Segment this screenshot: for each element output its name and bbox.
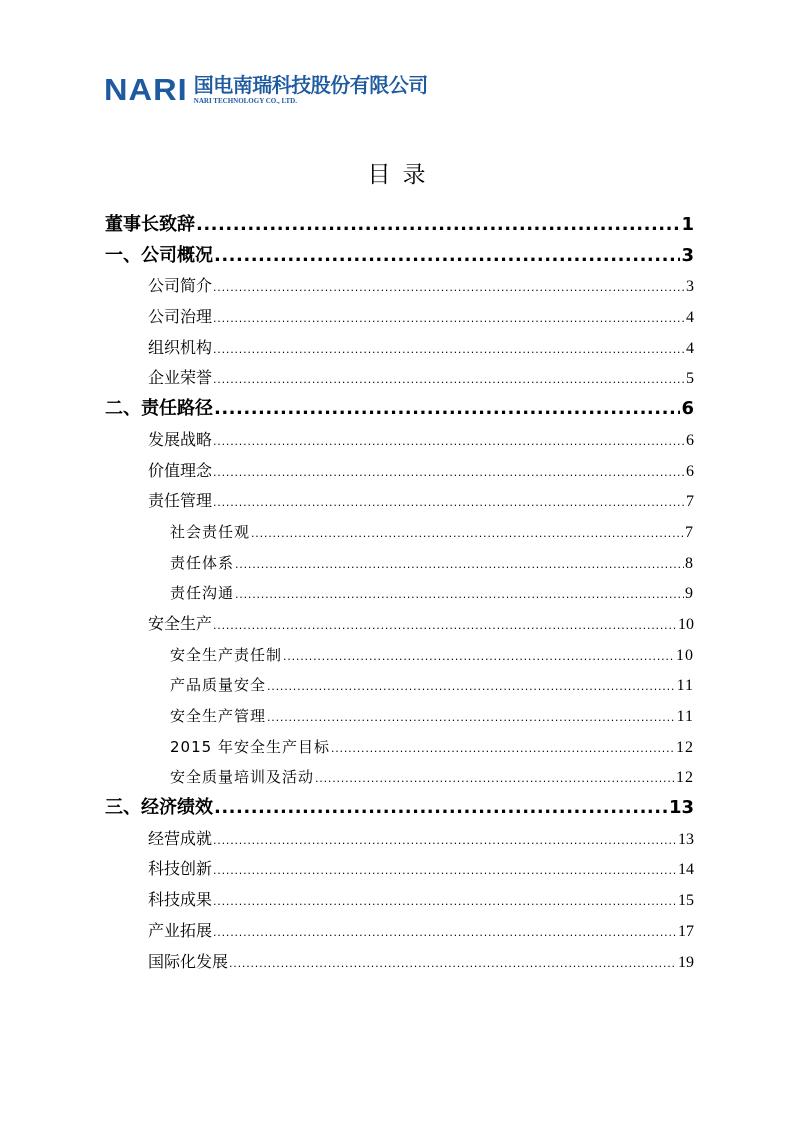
toc-entry-label: 安全质量培训及活动: [170, 768, 315, 787]
toc-entry-label: 公司简介: [148, 276, 213, 296]
toc-dot-leader: [213, 273, 685, 304]
toc-entry[interactable]: [105, 333, 694, 364]
toc-dot-leader: [331, 734, 675, 765]
logo-company-name-cn: 国电南瑞科技股份有限公司: [193, 73, 428, 97]
toc-entry-page: 3: [686, 278, 694, 296]
toc-entry[interactable]: [105, 210, 694, 241]
toc-entry-page: 19: [678, 953, 694, 971]
toc-entry-page: 14: [678, 861, 694, 879]
toc-entry-page: 11: [676, 677, 694, 695]
toc-entry-page: 10: [676, 646, 694, 664]
toc-entry[interactable]: [105, 517, 694, 548]
toc-dot-leader: [196, 210, 680, 241]
toc-entry-label: 国际化发展: [148, 951, 229, 971]
toc-dot-leader: [213, 365, 685, 396]
toc-entry-page: 4: [686, 339, 694, 357]
toc-entry-label: 安全生产责任制: [170, 645, 283, 664]
toc-dot-leader: [213, 611, 677, 642]
toc-entry[interactable]: [105, 916, 694, 947]
toc-entry-page: 15: [678, 892, 694, 910]
toc-entry-label: 企业荣誉: [148, 368, 213, 388]
toc-entry-label: 责任管理: [148, 491, 213, 511]
toc-entry[interactable]: [105, 578, 694, 609]
toc-dot-leader: [213, 887, 677, 918]
toc-entry-page: 12: [676, 738, 694, 756]
toc-dot-leader: [283, 642, 675, 673]
toc-dot-leader: [213, 488, 685, 519]
toc-entry-label: 产品质量安全: [170, 676, 267, 695]
toc-dot-leader: [235, 550, 684, 581]
toc-dot-leader: [214, 241, 680, 272]
toc-entry[interactable]: [105, 947, 694, 978]
toc-entry-page: 12: [676, 769, 694, 787]
toc-entry[interactable]: [105, 854, 694, 885]
toc-entry-label: 经营成就: [148, 828, 213, 848]
toc-entry[interactable]: [105, 241, 694, 272]
toc-dot-leader: [229, 949, 677, 980]
toc-entry-label: 2015 年安全生产目标: [170, 737, 330, 756]
toc-entry[interactable]: [105, 640, 694, 671]
logo-company-name-en: NARI TECHNOLOGY CO., LTD.: [193, 97, 297, 105]
toc-entry-page: 6: [686, 431, 694, 449]
toc-entry-label: 二、责任路径: [105, 398, 213, 420]
table-of-contents: [105, 210, 694, 977]
toc-dot-leader: [213, 856, 677, 887]
toc-dot-leader: [213, 826, 677, 857]
toc-entry-label: 安全生产管理: [170, 707, 267, 725]
toc-entry-page: 3: [681, 244, 694, 266]
toc-entry-page: 17: [678, 922, 694, 940]
toc-entry-page: 11: [676, 708, 694, 725]
toc-entry-page: 7: [686, 493, 694, 511]
toc-entry-label: 董事长致辞: [105, 214, 195, 235]
toc-dot-leader: [213, 427, 685, 458]
toc-entry-label: 社会责任观: [170, 522, 251, 541]
toc-dot-leader: [213, 304, 685, 335]
toc-entry[interactable]: [105, 486, 694, 517]
toc-dot-leader: [267, 672, 676, 703]
toc-dot-leader: [235, 580, 684, 611]
toc-entry-label: 发展战略: [148, 429, 213, 449]
toc-entry-label: 三、经济绩效: [105, 797, 213, 819]
toc-entry-label: 价值理念: [148, 460, 213, 480]
toc-entry-page: 6: [686, 462, 694, 480]
toc-entry[interactable]: [105, 548, 694, 579]
toc-entry[interactable]: [105, 363, 694, 394]
toc-entry-label: 责任体系: [170, 553, 235, 572]
toc-entry-label: 公司治理: [148, 307, 213, 327]
toc-entry-page: 13: [668, 797, 694, 819]
toc-entry-label: 科技创新: [148, 859, 213, 879]
toc-entry-page: 10: [678, 615, 694, 633]
toc-entry-page: 7: [685, 523, 694, 541]
toc-dot-leader: [214, 793, 668, 824]
toc-dot-leader: [213, 918, 677, 949]
toc-entry-label: 科技成果: [148, 890, 213, 910]
toc-entry[interactable]: [105, 456, 694, 487]
toc-entry-page: 5: [686, 370, 694, 388]
company-logo: [104, 74, 428, 105]
toc-entry[interactable]: [105, 271, 694, 302]
toc-entry[interactable]: [105, 762, 694, 793]
toc-entry-page: 6: [681, 398, 694, 420]
toc-entry-label: 责任沟通: [170, 584, 235, 603]
toc-entry-page: 13: [678, 830, 694, 848]
toc-entry-page: 9: [685, 585, 694, 603]
toc-entry[interactable]: [105, 824, 694, 855]
toc-entry-page: 4: [686, 309, 694, 327]
toc-dot-leader: [251, 519, 684, 550]
toc-entry-page: 8: [685, 554, 694, 572]
toc-entry[interactable]: [105, 732, 694, 763]
toc-entry-label: 安全生产: [148, 613, 213, 633]
toc-entry[interactable]: [105, 609, 694, 640]
toc-entry[interactable]: [105, 885, 694, 916]
toc-entry-label: 组织机构: [148, 337, 213, 357]
toc-entry-label: 一、公司概况: [105, 244, 213, 266]
toc-dot-leader: [315, 764, 675, 795]
toc-entry-page: 1: [681, 214, 694, 235]
toc-entry[interactable]: [105, 793, 694, 824]
toc-dot-leader: [267, 703, 676, 734]
toc-entry[interactable]: [105, 670, 694, 701]
toc-dot-leader: [214, 394, 680, 425]
page-title: 目录: [367, 162, 438, 188]
toc-dot-leader: [213, 458, 685, 489]
toc-entry[interactable]: [105, 425, 694, 456]
toc-entry-label: 产业拓展: [148, 920, 213, 940]
toc-entry[interactable]: [105, 701, 694, 732]
toc-entry[interactable]: [105, 302, 694, 333]
logo-mark: NARI: [104, 72, 188, 107]
toc-dot-leader: [213, 335, 685, 366]
toc-entry[interactable]: [105, 394, 694, 425]
